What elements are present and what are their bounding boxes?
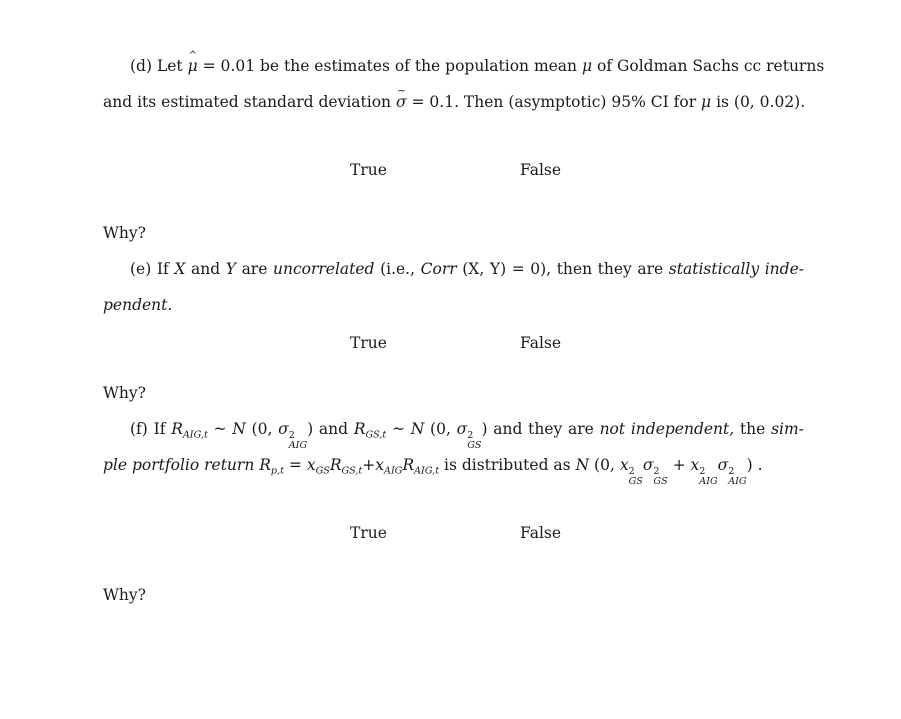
formula-r-aig: $R_{AIG,t}$ ~ N (0, σ 2 AIG ) <box>171 420 314 451</box>
question-f-label: (f) <box>130 420 148 438</box>
question-d-line-2: and its estimated standard deviation σ ~ = 0.1. Then (asymptotic) 95% CI for μ is (0, 0.02). <box>103 93 805 111</box>
mu-hat-symbol: μ ^ <box>188 57 198 75</box>
mu-symbol: μ <box>581 57 593 75</box>
question-e-line-1: (e) If X and Y are uncorrelated (i.e., Corr (X, Y) = 0), then they are statistically inde- <box>130 260 804 278</box>
formula-portfolio: $R_{p,t} = x_{GS}R_{GS,t}+x_{AIG}R_{AIG,t}$ <box>259 456 440 477</box>
question-d-label: (d) <box>130 57 153 75</box>
sigma-hat-symbol: σ ~ <box>396 93 407 111</box>
question-e-line-2: pendent. <box>103 296 173 314</box>
true-option-f[interactable]: True <box>350 524 387 542</box>
why-label-d: Why? <box>103 224 146 242</box>
formula-normal: N (0, x 2 GS σ 2 GS + x 2 AIG σ 2 AIG ) . <box>575 456 763 487</box>
why-label-e: Why? <box>103 384 146 402</box>
formula-r-gs: $R_{GS,t}$ ~ N (0, σ 2 GS ) <box>353 420 488 451</box>
false-option-e[interactable]: False <box>520 334 562 352</box>
true-option-d[interactable]: True <box>350 161 387 179</box>
false-option-d[interactable]: False <box>520 161 562 179</box>
true-option-e[interactable]: True <box>350 334 387 352</box>
false-option-f[interactable]: False <box>520 524 562 542</box>
question-f-line-1: (f) If $R_{AIG,t}$ ~ N (0, σ 2 AIG ) and $R_{GS,t}$ ~ N (0, σ 2 GS ) and they are not independent, the sim- <box>130 420 804 451</box>
question-f-line-2: ple portfolio return $R_{p,t} = x_{GS}R_{GS,t}+x_{AIG}R_{AIG,t}$ is distributed as N (0, x 2 GS σ 2 GS + x 2 AIG σ 2 AIG ) . <box>103 456 763 487</box>
question-e-label: (e) <box>130 260 152 278</box>
question-d-line-1: (d) Let μ ^ = 0.01 be the estimates of the population mean μ of Goldman Sachs cc returns <box>130 57 806 75</box>
why-label-f: Why? <box>103 586 146 604</box>
